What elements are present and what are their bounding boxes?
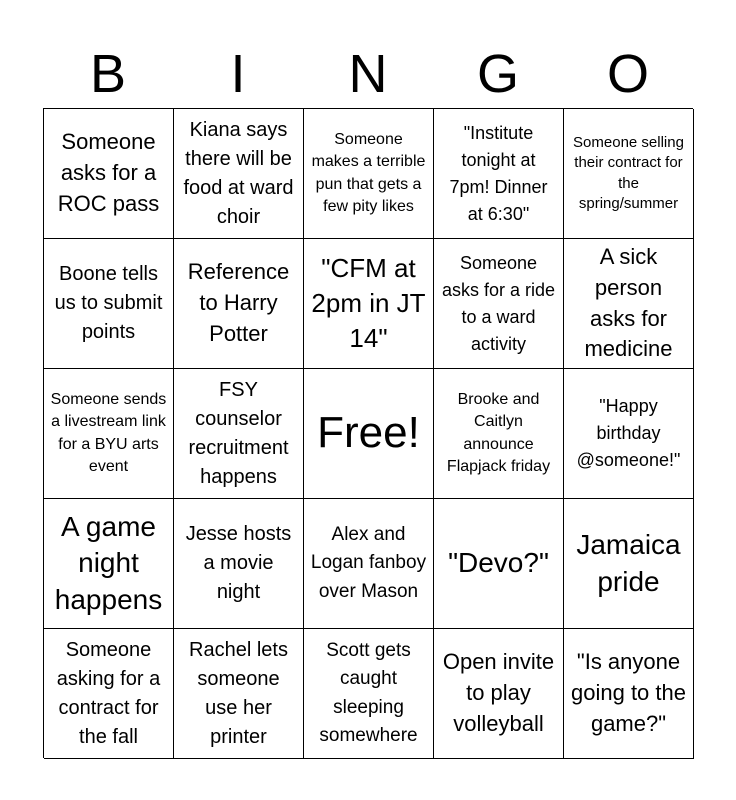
header-letter-o: O (606, 44, 649, 104)
bingo-header (43, 40, 693, 108)
bingo-cell-r2c1[interactable]: Boone tells us to submit points (44, 239, 174, 369)
header-letter-n: N (348, 44, 388, 104)
bingo-cell-r1c5[interactable]: Someone selling their contract for the spring/summer (564, 109, 694, 239)
bingo-cell-r5c5[interactable]: "Is anyone going to the game?" (564, 629, 694, 759)
bingo-board (43, 108, 693, 758)
bingo-cell-r4c4[interactable]: "Devo?" (434, 499, 564, 629)
bingo-cell-r2c5[interactable]: A sick person asks for medicine (564, 239, 694, 369)
bingo-cell-r1c4[interactable]: "Institute tonight at 7pm! Dinner at 6:30" (434, 109, 564, 239)
bingo-cell-r2c3[interactable]: "CFM at 2pm in JT 14" (304, 239, 434, 369)
bingo-cell-r1c1[interactable]: Someone asks for a ROC pass (44, 109, 174, 239)
bingo-cell-r4c1[interactable]: A game night happens (44, 499, 174, 629)
header-letter-g: G (476, 44, 519, 104)
bingo-cell-r3c1[interactable]: Someone sends a livestream link for a BYU arts event (44, 369, 174, 499)
bingo-cell-r4c3[interactable]: Alex and Logan fanboy over Mason (304, 499, 434, 629)
bingo-cell-r5c3[interactable]: Scott gets caught sleeping somewhere (304, 629, 434, 759)
header-letter-b: B (89, 44, 127, 104)
bingo-cell-r3c4[interactable]: Brooke and Caitlyn announce Flapjack friday (434, 369, 564, 499)
bingo-cell-r5c2[interactable]: Rachel lets someone use her printer (174, 629, 304, 759)
bingo-cell-r1c2[interactable]: Kiana says there will be food at ward choir (174, 109, 304, 239)
bingo-cell-r5c1[interactable]: Someone asking for a contract for the fall (44, 629, 174, 759)
bingo-cell-r4c5[interactable]: Jamaica pride (564, 499, 694, 629)
bingo-cell-r3c2[interactable]: FSY counselor recruitment happens (174, 369, 304, 499)
bingo-cell-free[interactable]: Free! (304, 369, 434, 499)
bingo-cell-r2c4[interactable]: Someone asks for a ride to a ward activity (434, 239, 564, 369)
bingo-cell-r3c5[interactable]: "Happy birthday @someone!" (564, 369, 694, 499)
bingo-cell-r2c2[interactable]: Reference to Harry Potter (174, 239, 304, 369)
bingo-cell-r5c4[interactable]: Open invite to play volleyball (434, 629, 564, 759)
bingo-cell-r4c2[interactable]: Jesse hosts a movie night (174, 499, 304, 629)
bingo-cell-r1c3[interactable]: Someone makes a terrible pun that gets a few pity likes (304, 109, 434, 239)
header-letter-i: I (230, 44, 246, 104)
